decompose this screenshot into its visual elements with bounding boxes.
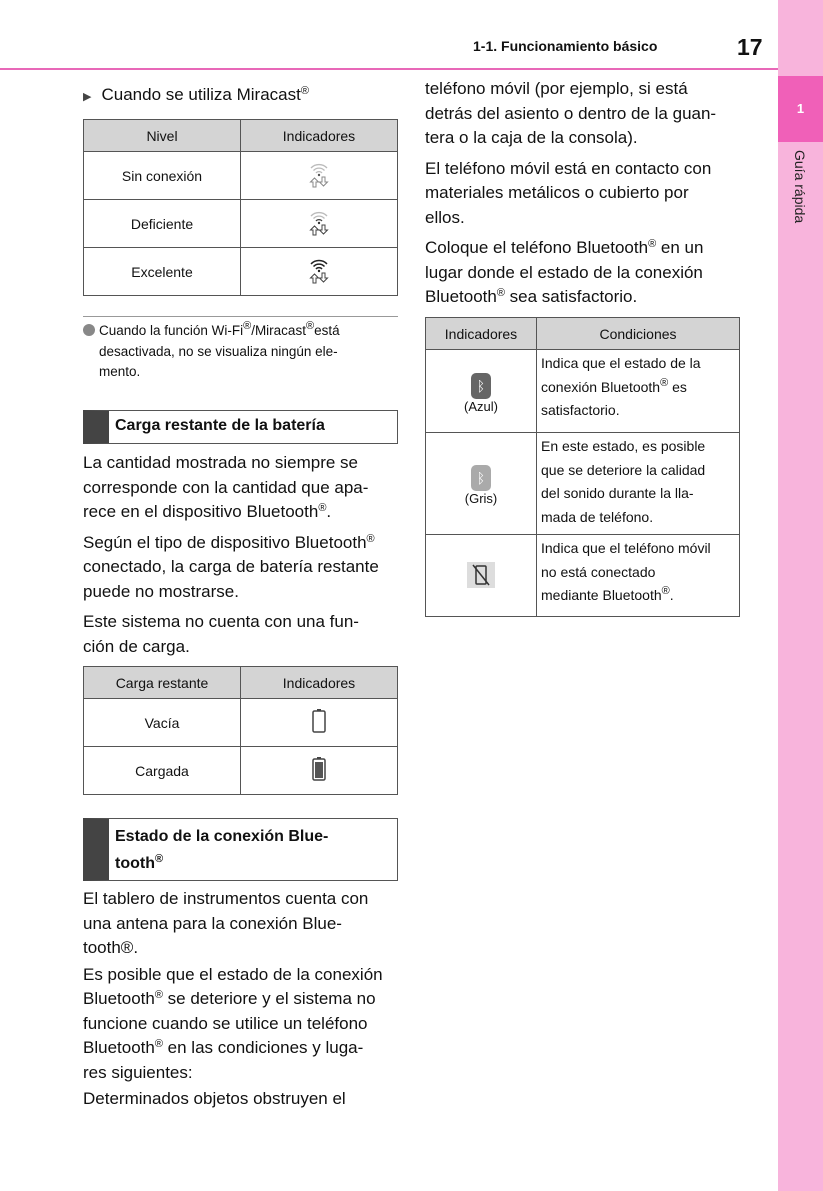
bluetooth-section-heading [83,818,398,881]
bluetooth-status-table [425,317,740,617]
paragraph [425,157,740,231]
text-line: Este sistema no cuenta con una fun- [83,612,359,631]
chapter-label: Guía rápida [792,150,808,224]
table-row [426,535,740,617]
text-line: Según el tipo de dispositivo Bluetooth® [83,532,375,552]
paragraph [83,531,398,605]
condition-line: no está conectado [541,563,656,580]
note-line: desactivada, no se visualiza ningún ele- [99,343,338,359]
condition-cell [537,535,740,617]
battery-section-heading: Carga restante de la batería [83,410,398,444]
table-row [84,200,398,248]
table-row [84,747,398,795]
triangle-bullet-icon: ▶ [83,91,92,103]
condition-line: mada de teléfono. [541,508,654,525]
col-header: Nivel [84,120,241,152]
level-cell: Sin conexión [84,152,241,200]
table-row [426,433,740,535]
heading-line: tooth® [115,853,164,872]
heading-text: Cuando se utiliza Miracast® [101,85,309,104]
paragraph [425,77,740,151]
text-line: detrás del asiento o dentro de la guan- [425,103,717,123]
condition-line: Indica que el estado de la [541,355,701,371]
col-header: Indicadores [241,120,398,152]
text-line: conectado, la carga de batería restante [83,557,379,576]
condition-line: conexión Bluetooth® es [541,376,687,395]
wifi-strong-icon [241,248,398,296]
miracast-heading [83,83,309,110]
text-line: El teléfono móvil está en contacto con [425,158,712,178]
level-cell: Deficiente [84,200,241,248]
text-line: tera o la caja de la consola). [425,128,638,147]
text-line: Es posible que el estado de la conexión [83,964,383,984]
text-line: Coloque el teléfono Bluetooth® en un [425,238,704,257]
condition-line: que se deteriore la calidad [541,461,706,478]
condition-line: En este estado, es posible [541,438,706,454]
paragraph [83,887,398,961]
paragraph [83,451,398,525]
battery-text [83,451,398,659]
text-line: ellos. [425,207,465,227]
col-header: Indicadores [241,667,398,699]
text-line: ción de carga. [83,636,190,656]
divider [83,316,398,317]
table-row [84,152,398,200]
text-line: El tablero de instrumentos cuenta con [83,889,369,908]
col-header: Condiciones [537,318,740,350]
col-header: Carga restante [84,667,241,699]
paragraph [83,963,398,1086]
text-line: tooth®. [83,938,139,957]
table-row [84,699,398,747]
table-row [84,248,398,296]
text-line: rece en el dispositivo Bluetooth®. [83,502,332,521]
paragraph [83,610,398,659]
page-number: 17 [737,34,763,60]
condition-cell [537,433,740,535]
text-line: La cantidad mostrada no siempre se [83,453,358,472]
col-header: Indicadores [426,318,537,350]
text-line: puede no mostrarse. [83,581,239,601]
text-line: Bluetooth® sea satisfactorio. [425,287,638,306]
right-text [425,77,740,310]
bluetooth-blue-icon: ᛒ [471,373,491,399]
condition-cell [537,350,740,433]
text-line: lugar donde el estado de la conexión [425,262,703,282]
icon-caption: (Azul) [464,398,498,414]
note [83,321,340,383]
bluetooth-text [83,887,398,1112]
condition-line: satisfactorio. [541,402,620,418]
text-line: corresponde con la cantidad que apa- [83,477,369,497]
section-title: 1-1. Funcionamiento básico [473,38,658,54]
text-line: Bluetooth® se deteriore y el sistema no [83,989,376,1008]
paragraph [83,1087,398,1112]
battery-full-icon [241,747,398,795]
icon-caption: (Gris) [464,491,498,506]
text-line: teléfono móvil (por ejemplo, si está [425,79,688,98]
text-line: Determinados objetos obstruyen el [83,1089,346,1108]
text-line: Bluetooth® en las condiciones y luga- [83,1038,364,1057]
phone-disconnected-icon [467,562,495,588]
chapter-tab[interactable]: 1 [778,76,823,142]
bluetooth-gray-icon: ᛒ [471,465,491,491]
table-row [426,350,740,433]
level-cell: Cargada [84,747,241,795]
level-cell: Excelente [84,248,241,296]
paragraph [425,236,740,310]
text-line: res siguientes: [83,1062,193,1082]
battery-empty-icon [241,699,398,747]
bullet-dot-icon [83,324,95,336]
note-line: mento. [99,364,141,379]
wifi-weak-icon [241,152,398,200]
heading-line: Estado de la conexión Blue- [115,828,329,845]
text-line: funcione cuando se utilice un teléfono [83,1013,368,1033]
level-cell: Vacía [84,699,241,747]
condition-line: mediante Bluetooth®. [541,585,674,603]
condition-line: Indica que el teléfono móvil [541,540,711,556]
wifi-medium-icon [241,200,398,248]
battery-table [83,666,398,795]
miracast-table [83,119,398,296]
text-line: una antena para la conexión Blue- [83,913,342,933]
condition-line: del sonido durante la lla- [541,485,694,501]
header-rule [0,68,778,70]
text-line: materiales metálicos o cubierto por [425,183,689,202]
note-line: Cuando la función Wi-Fi®/Miracast®está [99,320,340,338]
